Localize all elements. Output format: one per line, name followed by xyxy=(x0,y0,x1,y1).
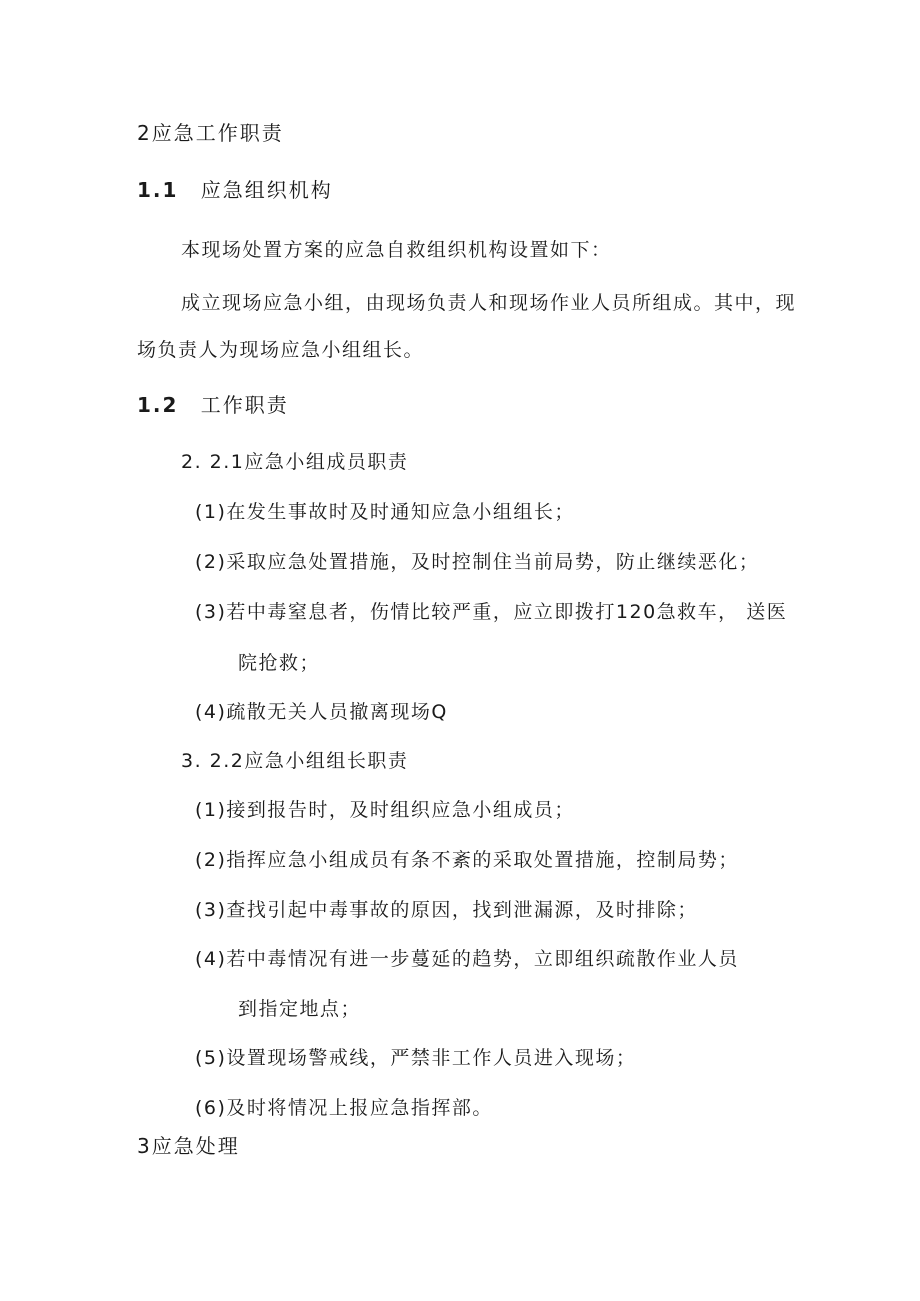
paragraph-org-line-1: 成立现场应急小组，由现场负责人和现场作业人员所组成。其中，现 xyxy=(181,292,797,314)
subsection-member-duties: 2. 2.1应急小组成员职责 xyxy=(181,451,409,473)
leader-duty-6: (6)及时将情况上报应急指挥部。 xyxy=(195,1097,493,1119)
member-duty-2: (2)采取应急处置措施，及时控制住当前局势，防止继续恶化； xyxy=(195,551,760,573)
leader-duty-4-line-1: (4)若中毒情况有进一步蔓延的趋势，立即组织疏散作业人员 xyxy=(195,948,739,970)
leader-duty-1: (1)接到报告时，及时组织应急小组成员； xyxy=(195,799,575,821)
section-1-2-number: 1.2 xyxy=(137,393,179,417)
member-duty-4: (4)疏散无关人员撤离现场Q xyxy=(195,701,448,723)
member-duty-3-line-2: 院抢救； xyxy=(238,652,321,674)
section-1-1-title: 应急组织机构 xyxy=(200,178,333,202)
section-1-1-number: 1.1 xyxy=(137,178,179,202)
leader-duty-4-line-2: 到指定地点； xyxy=(238,998,362,1020)
subsection-leader-duties: 3. 2.2应急小组组长职责 xyxy=(181,750,409,772)
paragraph-org-line-2: 场负责人为现场应急小组组长。 xyxy=(137,339,425,361)
paragraph-org-intro: 本现场处置方案的应急自救组织机构设置如下： xyxy=(181,239,612,261)
section-1-1-heading xyxy=(137,178,333,202)
leader-duty-3: (3)查找引起中毒事故的原因，找到泄漏源，及时排除； xyxy=(195,899,698,921)
member-duty-1: (1)在发生事故时及时通知应急小组组长； xyxy=(195,501,575,523)
section-2-heading: 2应急工作职责 xyxy=(137,121,284,145)
section-3-heading: 3应急处理 xyxy=(137,1134,240,1158)
member-duty-3-line-1: (3)若中毒窒息者，伤情比较严重，应立即拨打120急救车， 送医 xyxy=(195,601,788,623)
leader-duty-5: (5)设置现场警戒线，严禁非工作人员进入现场； xyxy=(195,1047,637,1069)
leader-duty-2: (2)指挥应急小组成员有条不紊的采取处置措施，控制局势； xyxy=(195,849,739,871)
section-1-2-title: 工作职责 xyxy=(200,393,289,417)
section-1-2-heading xyxy=(137,393,289,417)
